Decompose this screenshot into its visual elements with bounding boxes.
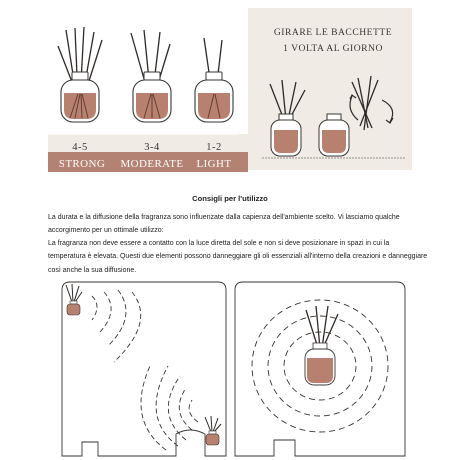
advice-paragraph-1: La durata e la diffusione della fragranza sono influenzate dalla capienza dell'ambiente scelto. Vi lasciamo qualche accorgimento per un ottimale utilizzo: [48,214,400,235]
advice-title: Consigli per l'utilizzo [192,194,268,203]
intensity-light-label: LIGHT [196,158,232,170]
diffuser-moderate [131,30,171,122]
diffuser-corner-bottom [205,416,221,445]
advice-paragraph-2: La fragranza non deve essere a contatto con la luce diretta del sole e non si deve posizionare in spazi in cui la temperatura è elevata. Questi due elementi possono danneggiare gli oli essenziali all'interno della creazioni e danneggiare così anche la sua diffusione. [48,240,428,274]
rotate-instruction-line1: GIRARE LE BACCHETTE [273,27,393,38]
intensity-strong-label: STRONG [58,158,106,170]
intensity-strong-reeds: 4-5 [72,142,88,153]
scent-waves-top-left [92,290,141,362]
intensity-moderate-label: MODERATE [120,158,184,170]
diffuser-light [195,38,233,122]
diffuser-corner-top [66,284,82,315]
scent-waves-bottom-right [141,366,198,450]
placement-illustrations [0,278,460,460]
intensity-moderate-reeds: 3-4 [144,142,160,153]
room-outline-left [62,282,226,456]
diffuser-strong [58,27,102,122]
rotate-instruction-line2: 1 VOLTA AL GIORNO [283,43,383,54]
intensity-light-reeds: 1-2 [206,142,222,153]
